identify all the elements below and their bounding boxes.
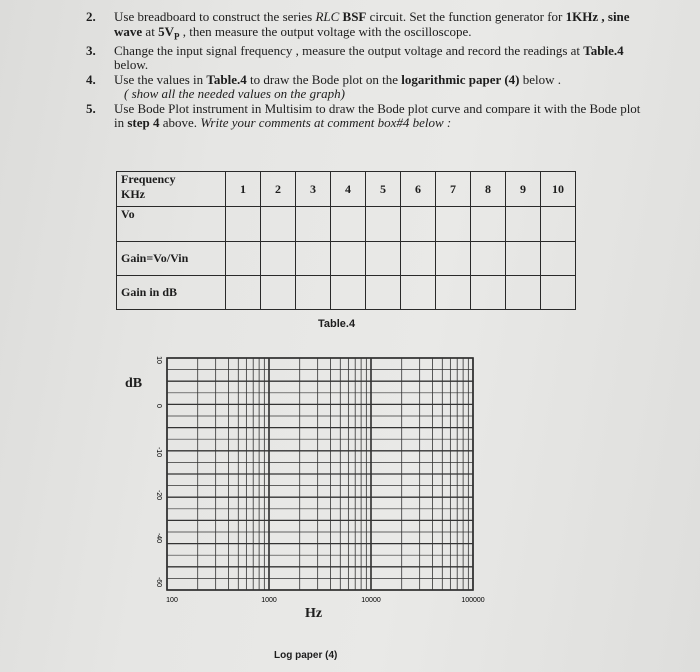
x-tick-label: 100 (166, 597, 178, 604)
step-text-segment: Use the values in (114, 71, 207, 87)
step-text-segment: step 4 (127, 115, 160, 131)
step-text-segment: below . (519, 71, 562, 87)
y-tick-label: -60 (155, 576, 162, 588)
step-number: 5. (86, 100, 96, 116)
step-text-segment: above. (159, 115, 201, 131)
frequency-cell: 1 (226, 172, 261, 207)
step-number: 2. (86, 9, 96, 24)
step-text-segment: Change the input signal frequency , measure the output voltage and record the readings at (114, 42, 584, 58)
step-text-segment: Use breadboard to construct the series (114, 9, 316, 24)
y-axis-title: dB (125, 376, 143, 391)
frequency-cell: 2 (261, 172, 296, 207)
frequency-cell: 5 (366, 172, 401, 207)
gain-row-label: Gain=Vo/Vin (117, 242, 226, 276)
step-text-segment: 1KHz , sine wave (114, 9, 630, 39)
step-text-segment: Write your comments at comment box#4 below : (200, 115, 452, 131)
step-text-segment: logarithmic paper (4) (401, 71, 520, 87)
y-tick-label: 0 (155, 404, 162, 408)
step-number: 3. (86, 42, 96, 58)
step-text-segment: Table.4 (583, 42, 624, 58)
table-caption: Table.4 (318, 318, 356, 330)
step-text-segment: circuit. Set the function generator for (366, 9, 566, 24)
step-text-segment: RLC (315, 9, 340, 24)
frequency-header-label: Frequency (121, 172, 176, 186)
vo-row-label: Vo (117, 207, 226, 242)
frequency-cell: 3 (296, 172, 331, 207)
frequency-cell: 6 (401, 172, 436, 207)
x-tick-label: 1000 (261, 597, 277, 604)
step-text-segment: to draw the Bode plot on the (246, 71, 402, 87)
frequency-cell: 10 (541, 172, 576, 207)
step-subline: ( show all the needed values on the graph) (124, 86, 345, 102)
frequency-cell: 4 (331, 172, 366, 207)
y-tick-label: -20 (155, 489, 162, 501)
x-axis-title: Hz (305, 606, 323, 621)
step-number: 4. (86, 71, 96, 87)
step-text-segment: Use Bode Plot instrument in Multisim to draw the Bode plot curve and compare it with the Bode plot in (114, 100, 641, 131)
frequency-cell: 7 (436, 172, 471, 207)
step-text-segment: BSF (342, 9, 367, 24)
graph-caption: Log paper (4) (274, 650, 338, 661)
step-text-segment: , then measure the output voltage with the oscilloscope. (179, 23, 472, 39)
x-tick-label: 100000 (461, 597, 485, 604)
frequency-cell: 8 (471, 172, 506, 207)
step-text-segment: 5V (158, 23, 174, 39)
y-tick-label: 10 (155, 356, 162, 364)
step-text-segment: below. (114, 57, 149, 73)
step-text-segment: P (173, 31, 180, 42)
x-tick-label: 10000 (361, 597, 381, 604)
y-tick-label: -40 (155, 532, 162, 544)
frequency-unit-label: KHz (121, 187, 145, 201)
y-tick-label: -10 (155, 446, 162, 458)
step-text-segment: at (142, 23, 159, 39)
step-text-segment: Table.4 (206, 71, 247, 87)
gain-db-row-label: Gain in dB (117, 276, 226, 310)
frequency-cell: 9 (506, 172, 541, 207)
